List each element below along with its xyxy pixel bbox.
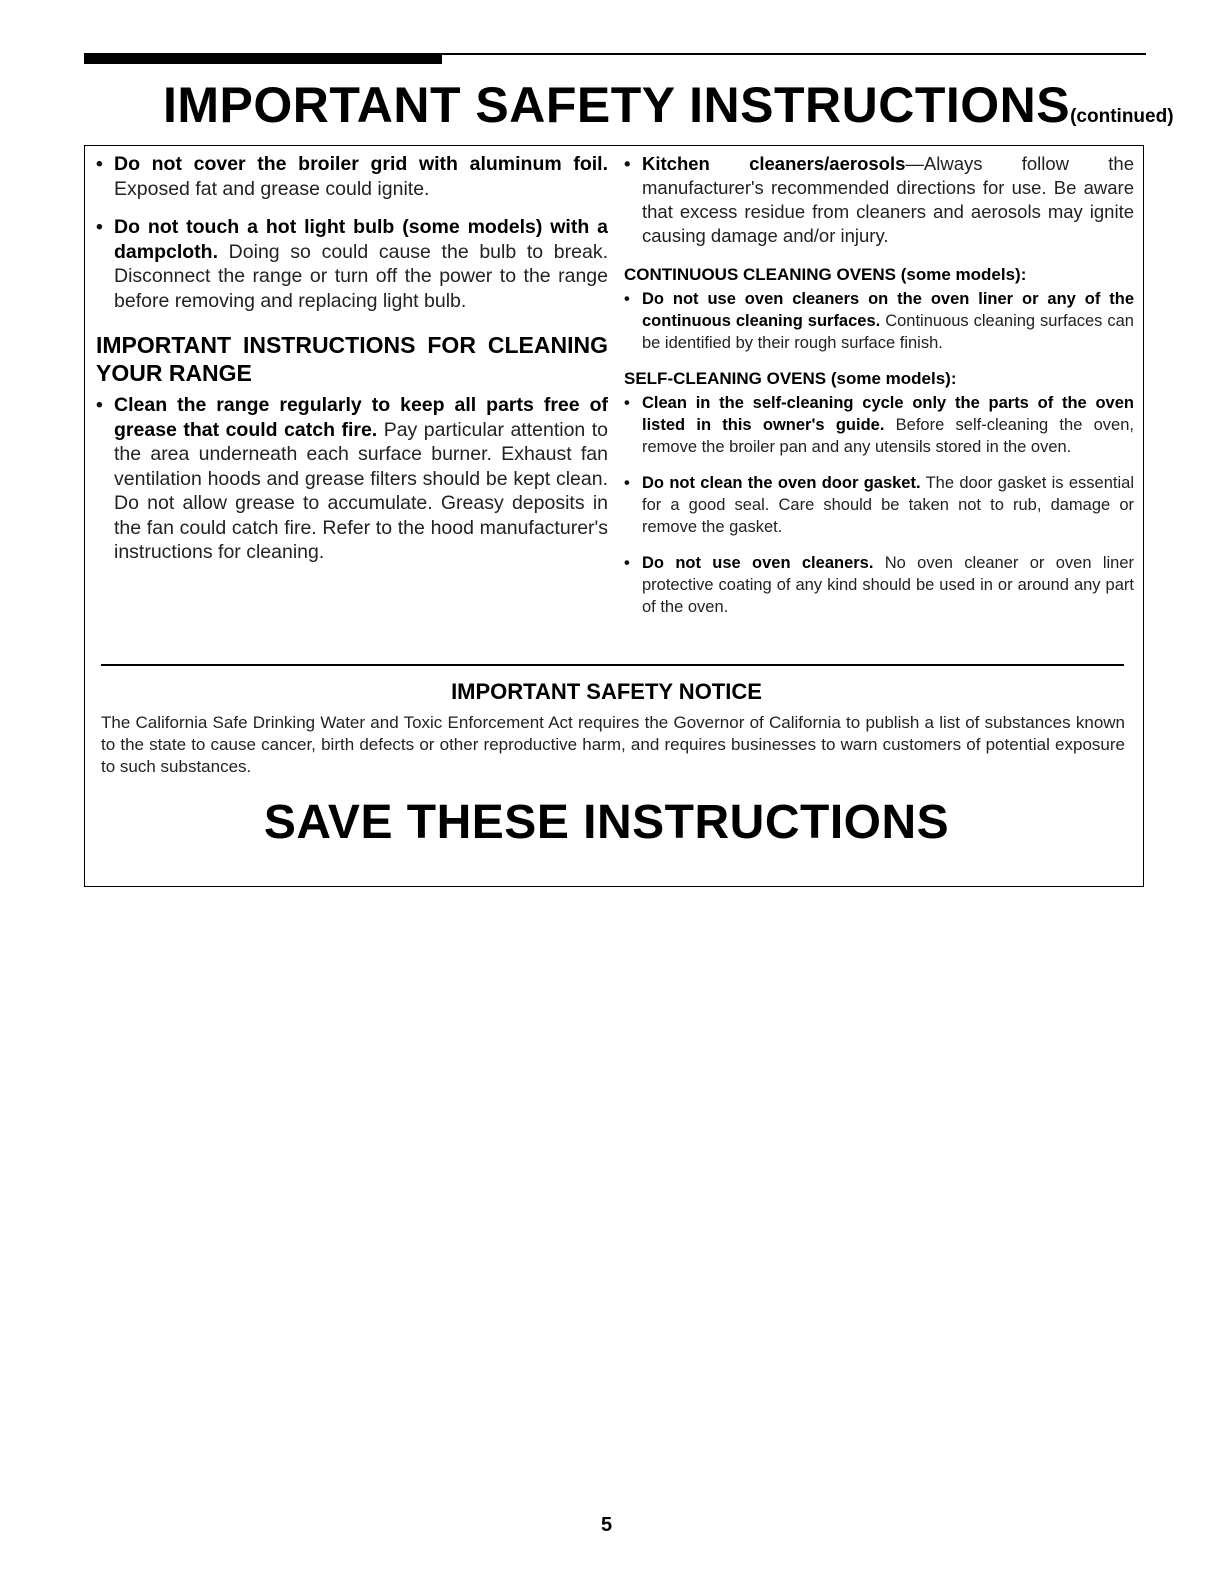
continuous-cleaning-heading: CONTINUOUS CLEANING OVENS (some models): <box>624 265 1027 284</box>
divider <box>101 664 1124 666</box>
right-column <box>624 152 1134 632</box>
item-text: No oven cleaner or oven liner protective coating of any kind should be used in or around any part of the oven. <box>642 554 1134 616</box>
list-item <box>624 392 1134 458</box>
item-bold-text: Do not use oven cleaners on the oven liner or any of the continuous cleaning surfaces. <box>642 290 1134 330</box>
page-title-suffix: (continued) <box>1070 106 1174 127</box>
bullet-icon: • <box>624 290 630 308</box>
page-number: 5 <box>600 1514 613 1536</box>
self-cleaning-heading: SELF-CLEANING OVENS (some models): <box>624 369 957 388</box>
list-item <box>96 152 608 201</box>
list-item <box>96 393 608 565</box>
save-instructions-heading: SAVE THESE INSTRUCTIONS <box>263 796 950 849</box>
bullet-icon: • <box>96 216 103 238</box>
section-heading: IMPORTANT INSTRUCTIONS FOR CLEANING YOUR RANGE <box>96 332 608 386</box>
notice-text: The California Safe Drinking Water and Toxic Enforcement Act requires the Governor of California to publish a list of substances known to the state to cause cancer, birth defects or other reproductive harm, and requires businesses to warn customers of potential exposure to such substances. <box>101 713 1125 776</box>
item-text: The door gasket is essential for a good seal. Care should be taken not to rub, damage or remove the gasket. <box>642 474 1134 536</box>
item-bold-text: Kitchen cleaners/aerosols <box>642 153 906 174</box>
bullet-icon: • <box>624 474 630 492</box>
item-text: Before self-cleaning the oven, remove the broiler pan and any utensils stored in the oven. <box>642 416 1134 456</box>
page-title-text: IMPORTANT SAFETY INSTRUCTIONS <box>163 77 1071 133</box>
item-text: Continuous cleaning surfaces can be identified by their rough surface finish. <box>642 312 1134 352</box>
header-rule-accent <box>84 53 442 64</box>
item-bold-text: Do not cover the broiler grid with aluminum foil. <box>114 153 608 175</box>
list-item <box>624 152 1134 248</box>
list-item <box>96 215 608 313</box>
left-column <box>96 152 608 579</box>
bullet-icon: • <box>96 394 103 416</box>
item-bold-text: Clean in the self-cleaning cycle only the parts of the oven listed in this owner's guide. <box>642 394 1134 434</box>
list-item <box>624 288 1134 354</box>
item-text: Exposed fat and grease could ignite. <box>114 177 430 200</box>
item-text: Doing so could cause the bulb to break. Disconnect the range or turn off the power to the range before removing and replacing light bulb. <box>114 240 608 312</box>
bullet-icon: • <box>624 394 630 412</box>
notice-heading: IMPORTANT SAFETY NOTICE <box>451 679 762 704</box>
bullet-icon: • <box>624 153 631 174</box>
item-bold-text: Do not use oven cleaners. <box>642 554 874 572</box>
item-text: Pay particular attention to the area underneath each surface burner. Exhaust fan ventilation hoods and grease filters should be kept clean. Do not allow grease to accumulate. Greasy deposits in the fan could catch fire. Refer to the hood manufacturer's instructions for cleaning. <box>114 418 609 563</box>
item-bold-text: Do not touch a hot light bulb (some models) with a dampcloth. <box>114 216 608 263</box>
item-bold-text: Clean the range regularly to keep all parts free of grease that could catch fire. <box>114 394 608 441</box>
list-item <box>624 472 1134 538</box>
bullet-icon: • <box>96 153 103 175</box>
page-title <box>163 76 1174 134</box>
list-item <box>624 552 1134 618</box>
bullet-icon: • <box>624 554 630 572</box>
item-text: —Always follow the manufacturer's recommended directions for use. Be aware that excess residue from cleaners and aerosols may ignite causing damage and/or injury. <box>642 153 1134 246</box>
item-bold-text: Do not clean the oven door gasket. <box>642 474 921 492</box>
